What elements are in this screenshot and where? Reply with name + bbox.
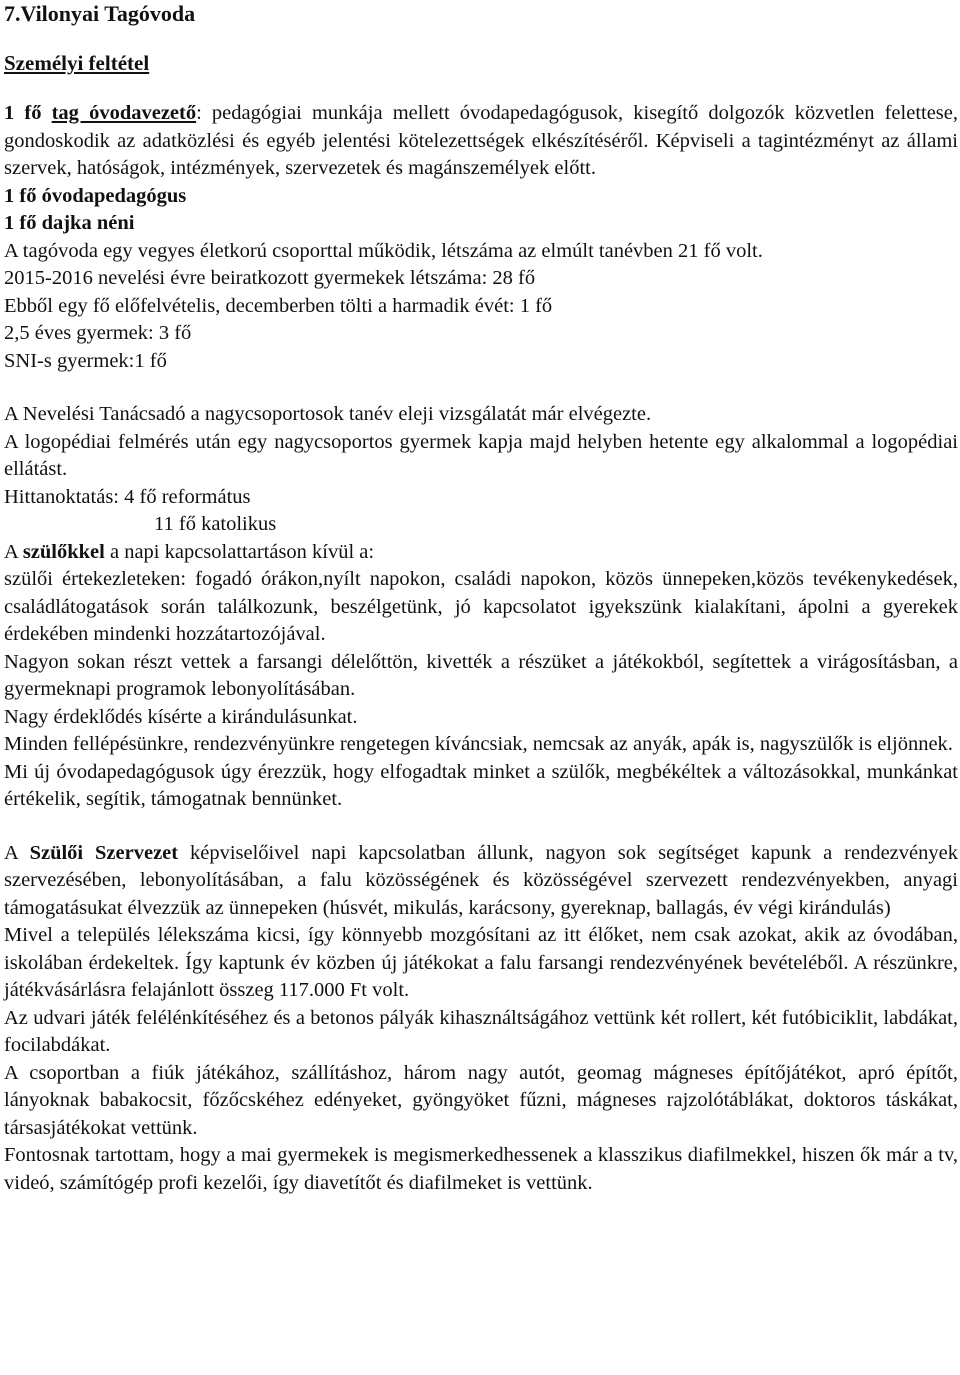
- stats-line-1: A tagóvoda egy vegyes életkorú csoporttal működik, létszáma az elmúlt tanévben 21 fő volt.: [4, 239, 763, 262]
- stats-line-4: 2,5 éves gyermek: 3 fő: [4, 322, 192, 344]
- subtitle: Személyi feltétel: [4, 51, 150, 75]
- parents-intro: [4, 539, 958, 567]
- board-intro-post: képviselőivel napi kapcsolatban állunk, nagyon sok segítséget kapunk a rendezvények szervezésében, lebonyolításában, a falu közösségének és közösségével szervezett rendezvényekben, anyagi támogatásukat élvezzük az ünnepeken (húsvét, mikulás, karácsony, gyereknap, ballagás, év végi kirándulás): [4, 841, 958, 919]
- leader-description: : pedagógiai munkája mellett óvodapedagógusok, kisegítő dolgozók közvetlen felettese, gondoskodik az adatközlési és egyéb jelentési kötelezettségek elkészítéséről. Képviseli a tagintézményt az állami szervek, hatóságok, intézmények, szervezetek és magánszemélyek előtt.: [4, 102, 959, 179]
- nanny-line: 1 fő dajka néni: [4, 212, 135, 234]
- leader-count: 1 fő: [4, 102, 42, 124]
- parents-intro-bold: szülőkkel: [22, 540, 105, 563]
- board-intro-bold: Szülői Szervezet: [29, 841, 179, 864]
- parents-paragraph-2: Nagyon sokan részt vettek a farsangi délelőttön, kivették a részüket a játékokból, segítettek a virágosításban, a gyermeknapi programok lebonyolításában.: [4, 650, 958, 700]
- services-line-2: A logopédiai felmérés után egy nagycsoportos gyermek kapja majd helyben hetente egy alkalommal a logopédiai ellátást.: [4, 430, 958, 480]
- board-paragraph-4: A csoportban a fiúk játékához, szállításhoz, három nagy autót, geomag mágneses építőjátékot, apró építőt, lányoknak babakocsit, főzőcskéhez edényeket, gyöngyöket fűzni, mágneses rajzolótáblákat, doktoros táskákat, társasjátékokat vettünk.: [4, 1061, 958, 1139]
- stats-line-3: Ebből egy fő előfelvételis, decemberben tölti a harmadik évét: 1 fő: [4, 294, 553, 317]
- board-paragraph-3: Az udvari játék felélénkítéséhez és a betonos pályák kihasználtságához vettünk két rollert, két futóbiciklit, labdákat, focilabdákat.: [4, 1006, 958, 1056]
- leader-paragraph: [4, 100, 958, 183]
- stats-line-2: 2015-2016 nevelési évre beiratkozott gyermekek létszáma: 28 fő: [4, 267, 536, 289]
- board-intro-pre: A: [4, 841, 30, 864]
- stats-line-5: SNI-s gyermek:1 fő: [4, 349, 167, 372]
- teacher-line: 1 fő óvodapedagógus: [4, 184, 187, 207]
- parents-paragraph-3: Nagy érdeklődés kísérte a kirándulásunkat.: [4, 705, 358, 728]
- board-intro: [4, 840, 958, 923]
- services-line-1: A Nevelési Tanácsadó a nagycsoportosok tanév eleji vizsgálatát már elvégezte.: [4, 403, 652, 425]
- board-paragraph-5: Fontosnak tartottam, hogy a mai gyermekek is megismerkedhessenek a klasszikus diafilmekkel, hiszen ők már a tv, videó, számítógép profi kezelői, így diavetítőt és diafilmeket is vettünk.: [4, 1144, 958, 1194]
- leader-role: tag óvodavezető: [51, 102, 197, 124]
- parents-paragraph-4: Minden fellépésünkre, rendezvényünkre rengetegen kíváncsiak, nemcsak az anyák, apák is, nagyszülők is eljönnek.: [4, 733, 953, 755]
- hittan-line-1: Hittanoktatás: 4 fő református: [4, 485, 251, 508]
- parents-paragraph-1: szülői értekezleteken: fogadó órákon,nyílt napokon, családi napokon, közös ünnepeken,közös tevékenykedések, családlátogatások során találkozunk, beszélgetünk, jó kapcsolatot igyekszünk kialakítani, ápolni a gyerekek érdekében mindenki hozzátartozójával.: [4, 568, 958, 645]
- parents-paragraph-5: Mi új óvodapedagógusok úgy érezzük, hogy elfogadtak minket a szülők, megbékéltek a változásokkal, munkánkat értékelik, segítik, támogatnak bennünket.: [4, 760, 958, 810]
- hittan-line-2: 11 fő katolikus: [154, 513, 277, 535]
- parents-intro-post: a napi kapcsolattartáson kívül a:: [104, 540, 375, 563]
- parents-intro-pre: A: [4, 540, 23, 563]
- board-paragraph-2: Mivel a település lélekszáma kicsi, így könnyebb mozgósítani az itt élőket, nem csak azokat, akik az óvodában, iskolában érdekeltek. Így kaptunk év közben új játékokat a falu farsangi rendezvényének bevételéből. A részünkre, játékvásárlásra felajánlott összeg 117.000 Ft volt.: [4, 924, 958, 1001]
- section-title: 7.Vilonyai Tagóvoda: [4, 1, 196, 26]
